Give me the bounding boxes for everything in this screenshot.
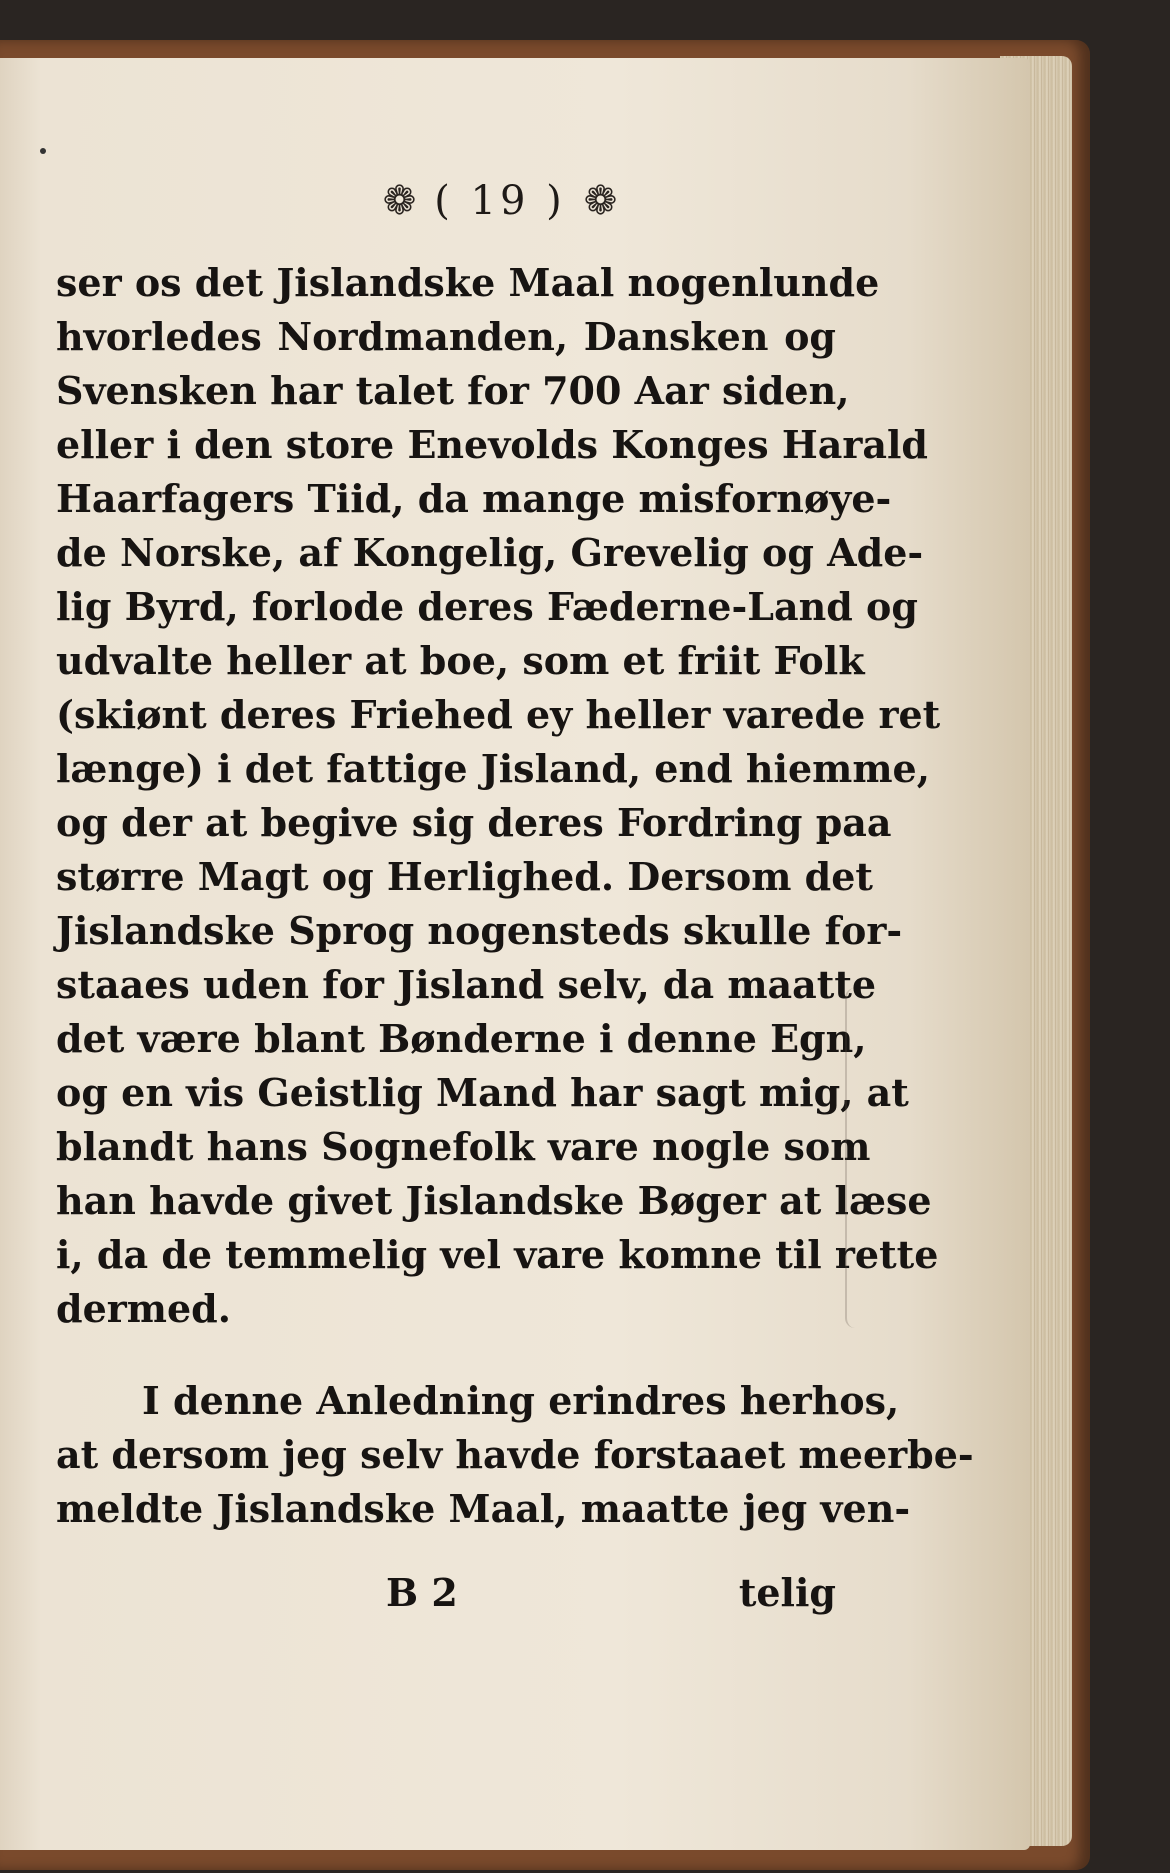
catchword: telig xyxy=(738,1570,836,1615)
text-line: og en vis Geistlig Mand har sagt mig, at xyxy=(56,1070,909,1115)
text-line: blandt hans Sognefolk vare nogle som xyxy=(56,1124,871,1169)
page-header xyxy=(0,178,1000,224)
text-line: hvorledes Nordmanden, Dansken og xyxy=(56,314,836,359)
text-line: at dersom jeg selv havde forstaaet meerbe- xyxy=(56,1432,974,1477)
text-line: Jislandske Sprog nogensteds skulle for- xyxy=(56,908,903,953)
text-line: han havde givet Jislandske Bøger at læse xyxy=(56,1178,932,1223)
text-line: Svensken har talet for 700 Aar siden, xyxy=(56,368,850,413)
text-line: lig Byrd, forlode deres Fæderne-Land og xyxy=(56,584,918,629)
page-footer xyxy=(56,1566,836,1620)
fleuron-left-icon: ❁ xyxy=(382,178,417,224)
text-line: Haarfagers Tiid, da mange misfornøye- xyxy=(56,476,892,521)
text-line: i, da de temmelig vel vare komne til rette xyxy=(56,1232,939,1277)
ink-spot xyxy=(40,148,46,154)
text-line: I denne Anledning erindres herhos, xyxy=(142,1378,900,1423)
paragraph-break xyxy=(56,1336,836,1374)
text-line: dermed. xyxy=(56,1286,231,1331)
page-number: ( 19 ) xyxy=(434,178,566,224)
text-line: eller i den store Enevolds Konges Harald xyxy=(56,422,928,467)
text-line: større Magt og Herlighed. Dersom det xyxy=(56,854,873,899)
text-line: de Norske, af Kongelig, Grevelig og Ade- xyxy=(56,530,924,575)
fleuron-right-icon: ❁ xyxy=(583,178,618,224)
text-line: og der at begive sig deres Fordring paa xyxy=(56,800,892,845)
book-page xyxy=(0,58,1030,1850)
text-line: længe) i det fattige Jisland, end hiemme, xyxy=(56,746,930,791)
text-line: staaes uden for Jisland selv, da maatte xyxy=(56,962,877,1007)
show-through-bracket xyxy=(845,988,867,1328)
text-line: udvalte heller at boe, som et friit Folk xyxy=(56,638,865,683)
text-line: det være blant Bønderne i denne Egn, xyxy=(56,1016,867,1061)
text-line: (skiønt deres Friehed ey heller varede ret xyxy=(56,692,941,737)
text-line: meldte Jislandske Maal, maatte jeg ven- xyxy=(56,1486,911,1531)
signature-mark: B 2 xyxy=(386,1570,458,1615)
text-line: ser os det Jislandske Maal nogenlunde xyxy=(56,260,880,305)
body-text xyxy=(56,256,974,1536)
